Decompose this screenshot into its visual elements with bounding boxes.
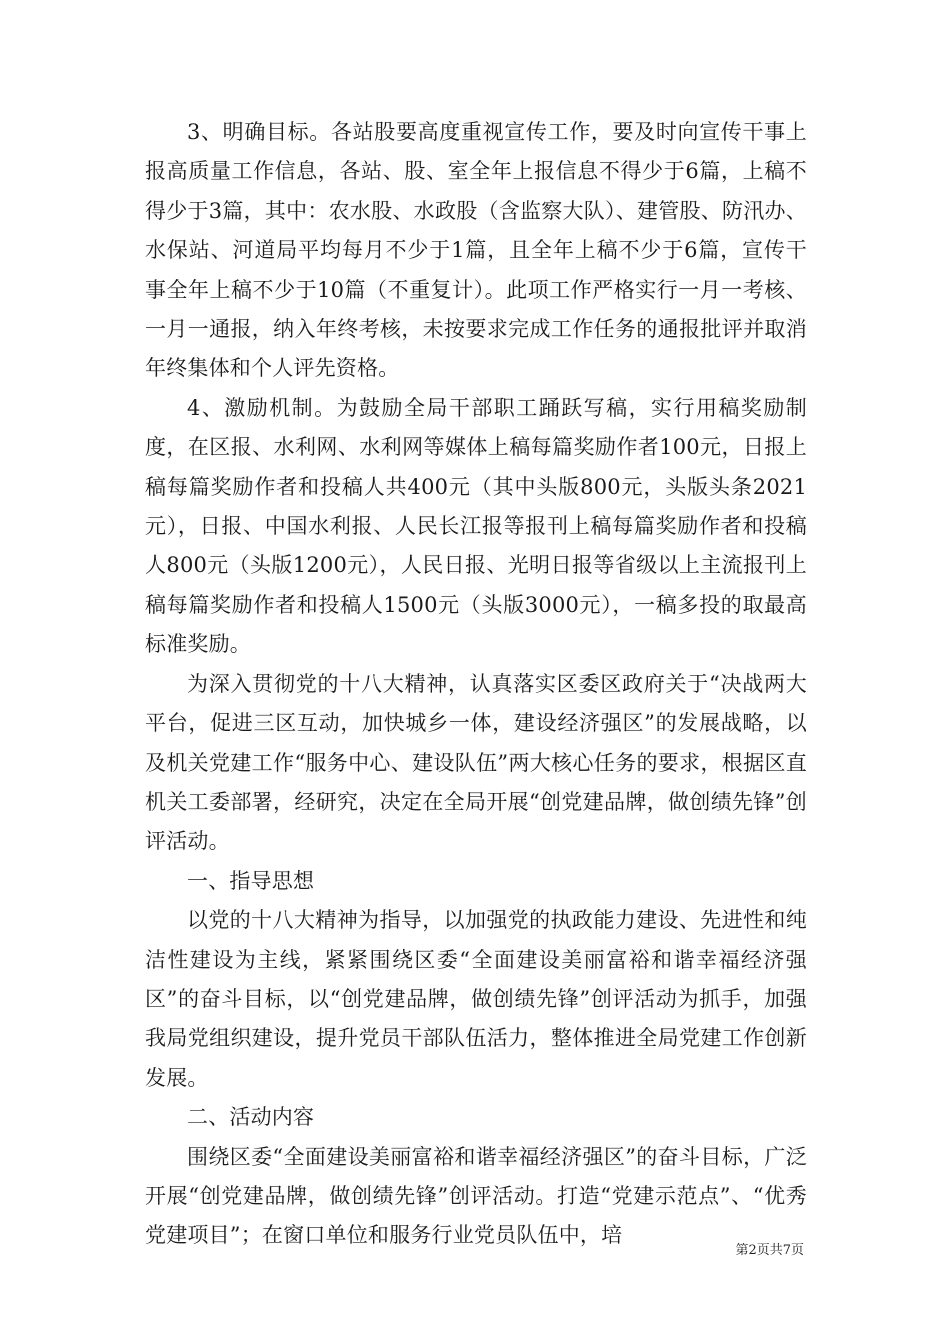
paragraph-incentive-mechanism: 4、激励机制。为鼓励全局干部职工踊跃写稿，实行用稿奖励制度，在区报、水利网、水利网等媒体上稿每篇奖励作者100元，日报上稿每篇奖励作者和投稿人共400元（其中头版800元，头版头条2021元），日报、中国水利报、人民长江报等报刊上稿每篇奖励作者和投稿人800元（头版1200元），人民日报、光明日报等省级以上主流报刊上稿每篇奖励作者和投稿人1500元（头版3000元），一稿多投的取最高标准奖励。 [145, 395, 807, 657]
paragraph-activity-content: 围绕区委“全面建设美丽富裕和谐幸福经济强区”的奋斗目标，广泛开展“创党建品牌，做创绩先锋”创评活动。打造“党建示范点”、“优秀党建项目”；在窗口单位和服务行业党员队伍中，培 [145, 1144, 807, 1248]
paragraph-target-setting: 3、明确目标。各站股要高度重视宣传工作，要及时向宣传干事上报高质量工作信息，各站、股、室全年上报信息不得少于6篇，上稿不得少于3篇，其中：农水股、水政股（含监察大队）、建管股、防汛办、水保站、河道局平均每月不少于1篇，且全年上稿不少于6篇，宣传干事全年上稿不少于10篇（不重复计）。此项工作严格实行一月一考核、一月一通报，纳入年终考核，未按要求完成工作任务的通报批评并取消年终集体和个人评先资格。 [145, 120, 807, 381]
paragraph-activity-intro: 为深入贯彻党的十八大精神，认真落实区委区政府关于“决战两大平台，促进三区互动，加快城乡一体，建设经济强区”的发展战略，以及机关党建工作“服务中心、建设队伍”两大核心任务的要求，根据区直机关工委部署，经研究，决定在全局开展“创党建品牌，做创绩先锋”创评活动。 [145, 671, 807, 854]
section-heading-activity-content: 二、活动内容 [187, 1105, 315, 1130]
paragraph-guiding-ideology: 以党的十八大精神为指导，以加强党的执政能力建设、先进性和纯洁性建设为主线，紧紧围绕区委“全面建设美丽富裕和谐幸福经济强区”的奋斗目标，以“创党建品牌，做创绩先锋”创评活动为抓手，加强我局党组织建设，提升党员干部队伍活力，整体推进全局党建工作创新发展。 [145, 908, 807, 1090]
section-heading-guiding-ideology: 一、指导思想 [187, 868, 315, 893]
page-number-footer: 第2页共7页 [735, 1243, 804, 1258]
document-body [145, 113, 807, 1256]
